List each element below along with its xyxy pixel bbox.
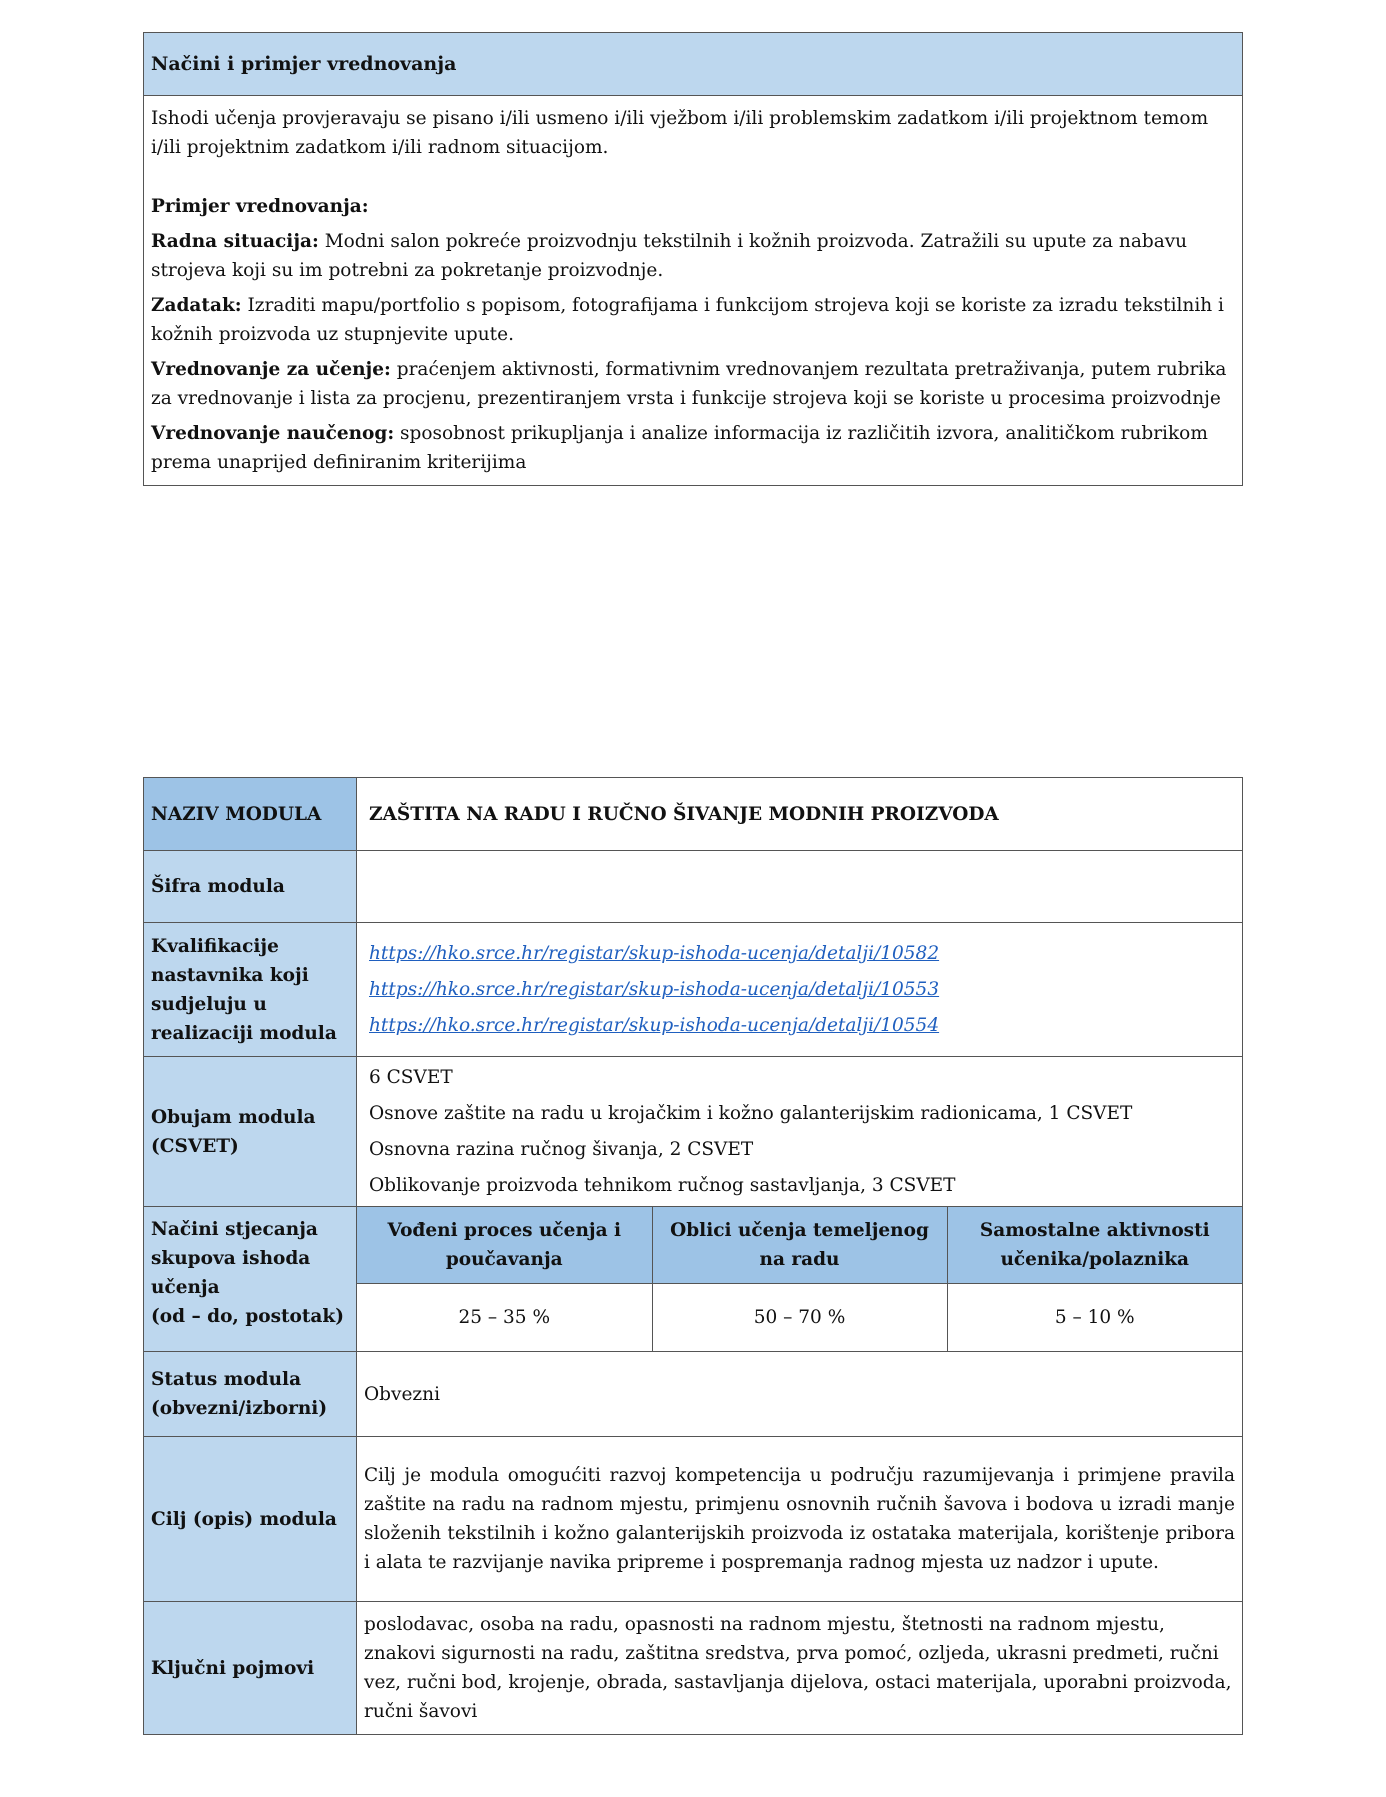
goal-value: Cilj je modula omogućiti razvoj kompetencija u području razumijevanja i primjene pravila zaštite na radu na radnom mjestu, primjenu osnovnih ručnih šavova i bodova u izradi manje složenih tekstilnih i kožno galanterijskih proizvoda iz ostataka materijala, korištenje pribora i alata te razvijanje navika pripreme i pospremanja radnog mjesta uz nadzor i upute.	[357, 1437, 1243, 1602]
acquisition-col-work-based: Oblici učenja temeljenog na radu	[652, 1207, 947, 1283]
volume-label: Obujam modula (CSVET)	[144, 1057, 357, 1207]
row-keywords	[144, 1602, 1243, 1735]
item-text: praćenjem aktivnosti, formativnim vrednovanjem rezultata pretraživanja, putem rubrika za vrednovanje i lista za procjenu, prezentiranjem vrsta i funkcije strojeva koji se koriste u procesima proizvodnje	[151, 359, 1227, 409]
example-item-assessment-of-learning	[151, 419, 1235, 477]
example-item-task	[151, 291, 1235, 349]
row-module-code	[144, 851, 1243, 923]
module-code-label: Šifra modula	[144, 851, 357, 923]
module-name-value: ZAŠTITA NA RADU I RUČNO ŠIVANJE MODNIH PROIZVODA	[357, 778, 1243, 851]
evaluation-intro: Ishodi učenja provjeravaju se pisano i/ili usmeno i/ili vježbom i/ili problemskim zadatkom i/ili projektnom temom i/ili projektnim zadatkom i/ili radnom situacijom.	[151, 108, 1209, 158]
item-text: sposobnost prikupljanja i analize informacija iz različitih izvora, analitičkom rubrikom prema unaprijed definiranim kriterijima	[151, 423, 1208, 473]
acquisition-subtable	[357, 1207, 1242, 1351]
evaluation-table	[143, 32, 1243, 486]
row-acquisition	[144, 1207, 1243, 1352]
acquisition-value-independent: 5 – 10 %	[947, 1283, 1242, 1351]
acquisition-value-work-based: 50 – 70 %	[652, 1283, 947, 1351]
row-qualifications	[144, 923, 1243, 1057]
item-label: Radna situacija:	[151, 231, 319, 252]
row-goal	[144, 1437, 1243, 1602]
status-value: Obvezni	[357, 1352, 1243, 1437]
acquisition-breakdown	[357, 1207, 1243, 1352]
item-text: Modni salon pokreće proizvodnju tekstilnih i kožnih proizvoda. Zatražili su upute za nabavu strojeva koji su im potrebni za pokretanje proizvodnje.	[151, 231, 1188, 281]
keywords-label: Ključni pojmovi	[144, 1602, 357, 1735]
volume-line: Oblikovanje proizvoda tehnikom ručnog sastavljanja, 3 CSVET	[369, 1175, 956, 1196]
row-module-name	[144, 778, 1243, 851]
example-item-assessment-for-learning	[151, 355, 1235, 413]
row-status	[144, 1352, 1243, 1437]
module-table	[143, 777, 1243, 1735]
status-label: Status modula (obvezni/izborni)	[144, 1352, 357, 1437]
example-item-work-situation	[151, 227, 1235, 285]
item-label: Vrednovanje naučenog:	[151, 423, 395, 444]
volume-line: Osnovna razina ručnog šivanja, 2 CSVET	[369, 1139, 754, 1160]
volume-value	[357, 1057, 1243, 1207]
acquisition-value-row	[357, 1283, 1242, 1351]
module-name-label: NAZIV MODULA	[144, 778, 357, 851]
module-code-value	[357, 851, 1243, 923]
keywords-value: poslodavac, osoba na radu, opasnosti na radnom mjestu, štetnosti na radnom mjestu, znakovi sigurnosti na radu, zaštitna sredstva, prva pomoć, ozljeda, ukrasni predmeti, ručni vez, ručni bod, krojenje, obrada, sastavljanja dijelova, ostaci materijala, uporabni proizvoda, ručni šavovi	[357, 1602, 1243, 1735]
acquisition-col-independent: Samostalne aktivnosti učenika/polaznika	[947, 1207, 1242, 1283]
acquisition-label	[144, 1207, 357, 1352]
evaluation-header: Načini i primjer vrednovanja	[144, 33, 1242, 96]
acquisition-col-guided: Vođeni proces učenja i poučavanja	[357, 1207, 652, 1283]
acquisition-header-row	[357, 1207, 1242, 1283]
volume-line: Osnove zaštite na radu u krojačkim i kožno galanterijskim radionicama, 1 CSVET	[369, 1103, 1133, 1124]
volume-line: 6 CSVET	[369, 1067, 453, 1088]
evaluation-body	[144, 96, 1242, 485]
qualification-link[interactable]: https://hko.srce.hr/registar/skup-ishoda-ucenja/detalji/10582	[369, 943, 940, 964]
example-heading: Primjer vrednovanja:	[151, 196, 369, 217]
item-label: Zadatak:	[151, 295, 242, 316]
item-label: Vrednovanje za učenje:	[151, 359, 391, 380]
qualifications-label: Kvalifikacije nastavnika koji sudjeluju u realizaciji modula	[144, 923, 357, 1057]
qualification-link[interactable]: https://hko.srce.hr/registar/skup-ishoda-ucenja/detalji/10554	[369, 1015, 940, 1036]
qualification-link[interactable]: https://hko.srce.hr/registar/skup-ishoda-ucenja/detalji/10553	[369, 979, 940, 1000]
item-text: Izraditi mapu/portfolio s popisom, fotografijama i funkcijom strojeva koji se koriste za izradu tekstilnih i kožnih proizvoda uz stupnjevite upute.	[151, 295, 1224, 345]
acquisition-label-text: Načini stjecanja skupova ishoda učenja	[151, 1219, 318, 1298]
acquisition-label-sub: (od – do, postotak)	[151, 1306, 344, 1327]
qualifications-links	[357, 923, 1243, 1057]
row-volume	[144, 1057, 1243, 1207]
acquisition-value-guided: 25 – 35 %	[458, 1306, 551, 1328]
goal-label: Cilj (opis) modula	[144, 1437, 357, 1602]
